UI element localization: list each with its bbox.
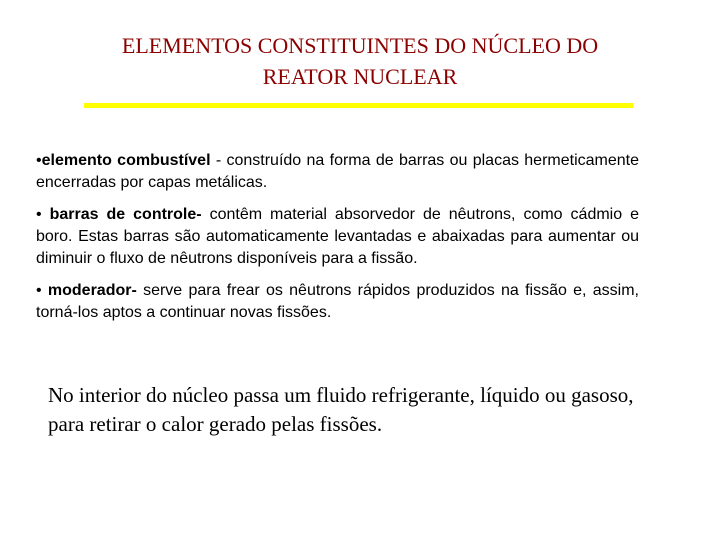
bullet-text: contêm material absorvedor de nêutrons, como cádmio e boro. Estas barras são automaticamente levantadas e abaixadas para aumentar ou diminuir o fluxo de nêutrons disponíveis para a fissão. <box>36 206 640 267</box>
page-title <box>60 30 660 92</box>
bullet-term: elemento combustível <box>41 152 211 169</box>
bullet-marker: • <box>36 282 48 299</box>
title-line-1: ELEMENTOS CONSTITUINTES DO NÚCLEO DO <box>121 33 599 58</box>
bullet-text: - construído na forma de barras ou placas hermeticamente encerradas por capas metálicas. <box>36 152 640 191</box>
coolant-note: No interior do núcleo passa um fluido refrigerante, líquido ou gasoso, para retirar o calor gerado pelas fissões. <box>48 383 634 436</box>
title-underline <box>84 103 633 108</box>
bullet-fuel-element <box>36 150 639 194</box>
title-line-2: REATOR NUCLEAR <box>262 64 458 89</box>
bullet-term: moderador- <box>47 282 137 299</box>
bullet-moderator <box>36 280 639 324</box>
bullet-control-rods <box>36 204 639 270</box>
bullet-marker: • <box>36 152 42 169</box>
bullet-term: barras de controle- <box>49 206 202 223</box>
bullet-marker: • <box>36 206 50 223</box>
bullet-list <box>36 150 639 334</box>
bullet-text: serve para frear os nêutrons rápidos produzidos na fissão e, assim, torná-los aptos a continuar novas fissões. <box>36 282 640 321</box>
